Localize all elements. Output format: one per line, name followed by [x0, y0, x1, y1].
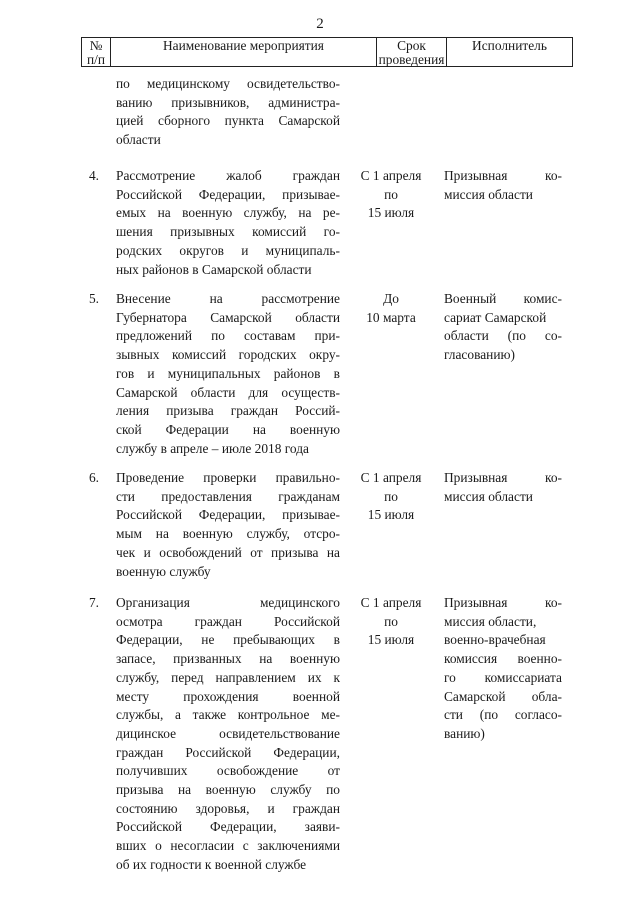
executor-line: области (по со- — [444, 328, 562, 344]
executor-line: миссия области — [444, 488, 533, 504]
text-line: службу в апреле – июле 2018 года — [116, 440, 309, 456]
row-name — [116, 290, 340, 458]
executor-line: гласованию) — [444, 347, 515, 363]
executor-line: комиссия военно- — [444, 651, 562, 667]
executor-line: миссия области — [444, 186, 533, 202]
executor-line: сти (по согласо- — [444, 707, 562, 723]
term-line: С 1 апреля — [360, 168, 422, 183]
page-number: 2 — [316, 16, 324, 32]
text-line: дицинское освидетельствование — [116, 725, 340, 741]
term-line: 15 июля — [367, 632, 415, 648]
executor-line: Призывная ко- — [444, 595, 562, 610]
header-executor: Исполнитель — [472, 38, 547, 53]
text-line: Российской Федерации, призывае- — [116, 507, 340, 523]
text-line: службу, перед направлением их к — [116, 669, 340, 685]
text-line: ской Федерации на военную — [116, 421, 340, 437]
text-line: призыва на военную службу по — [116, 782, 340, 798]
header-term-cell — [377, 38, 447, 66]
text-line: гов и муниципальных районов в — [116, 365, 340, 381]
term-line: 15 июля — [367, 507, 415, 523]
text-line: вших о несогласии с заключениями — [116, 838, 340, 854]
term-line: по — [384, 186, 398, 202]
executor-line: военно-врачебная — [444, 632, 546, 648]
header-term-line2: проведения — [378, 52, 445, 67]
row-number: 7. — [88, 595, 99, 610]
text-line: месту прохождения военной — [116, 688, 340, 704]
text-line: емых на военную службу, на ре- — [116, 205, 340, 221]
row-executor — [444, 167, 562, 204]
row-number: 6. — [88, 470, 99, 485]
text-line: по медицинскому освидетельство- — [116, 76, 340, 91]
text-line: зывных комиссий городских окру- — [116, 347, 340, 363]
term-line: по — [384, 613, 398, 629]
text-line: ных районов в Самарской области — [116, 261, 312, 277]
table-header — [81, 37, 573, 67]
text-line: родских округов и муниципаль- — [116, 242, 340, 258]
executor-line: го комиссариата — [444, 669, 562, 685]
text-line: состоянию здоровья, и граждан — [116, 800, 340, 816]
header-name-cell — [111, 38, 377, 66]
text-line: граждан Российской Федерации, — [116, 744, 340, 760]
text-line: Российской Федерации, заяви- — [116, 819, 340, 835]
term-line: 10 марта — [366, 309, 416, 325]
executor-line: сариат Самарской — [444, 309, 547, 325]
row-executor — [444, 469, 562, 506]
term-line: До — [383, 291, 399, 306]
row-name — [116, 594, 340, 875]
continuation-text — [116, 75, 340, 150]
row-executor — [444, 290, 562, 365]
text-line: Российской Федерации, призывае- — [116, 186, 340, 202]
term-line: С 1 апреля — [360, 595, 422, 610]
header-term-line1: Срок — [397, 38, 426, 53]
text-line: чек и освобождений от призыва на — [116, 544, 340, 560]
executor-line: Военный комис- — [444, 291, 562, 306]
row-name — [116, 469, 340, 581]
text-line: службы, а также контрольное ме- — [116, 707, 340, 723]
term-line: 15 июля — [367, 205, 415, 221]
text-line: мым на военную службу, отсро- — [116, 526, 340, 542]
text-line: военную службу — [116, 563, 211, 579]
text-line: области — [116, 132, 161, 148]
term-line: С 1 апреля — [360, 470, 422, 485]
executor-line: Призывная ко- — [444, 168, 562, 183]
text-line: Рассмотрение жалоб граждан — [116, 168, 340, 183]
row-name — [116, 167, 340, 279]
text-line: Проведение проверки правильно- — [116, 470, 340, 485]
text-line: шения призывных комиссий го- — [116, 224, 340, 240]
text-line: получивших освобождение от — [116, 763, 340, 779]
row-term — [350, 167, 432, 223]
row-number: 4. — [88, 168, 99, 183]
row-term — [350, 290, 432, 327]
row-term — [350, 594, 432, 650]
text-line: предложений по составам при- — [116, 328, 340, 344]
row-executor — [444, 594, 562, 744]
executor-line: ванию) — [444, 725, 485, 741]
text-line: Внесение на рассмотрение — [116, 291, 340, 306]
header-num-line2: п/п — [86, 52, 106, 67]
text-line: Самарской области для осуществ- — [116, 384, 340, 400]
row-term — [350, 469, 432, 525]
header-name: Наименование мероприятия — [163, 38, 324, 53]
text-line: осмотра граждан Российской — [116, 613, 340, 629]
text-line: ванию призывников, администра- — [116, 94, 340, 110]
text-line: Организация медицинского — [116, 595, 340, 610]
row-number: 5. — [88, 291, 99, 306]
executor-line: миссия области, — [444, 613, 537, 629]
executor-line: Самарской обла- — [444, 688, 562, 704]
text-line: об их годности к военной службе — [116, 856, 307, 872]
term-line: по — [384, 488, 398, 504]
text-line: ления призыва граждан Россий- — [116, 403, 340, 419]
text-line: сти предоставления гражданам — [116, 488, 340, 504]
executor-line: Призывная ко- — [444, 470, 562, 485]
text-line: Губернатора Самарской области — [116, 309, 340, 325]
header-executor-cell — [447, 38, 572, 66]
header-num-line1: № — [89, 38, 103, 53]
text-line: запасе, призванных на военную — [116, 651, 340, 667]
text-line: цией сборного пункта Самарской — [116, 113, 340, 129]
header-num-cell — [82, 38, 111, 66]
text-line: Федерации, не пребывающих в — [116, 632, 340, 648]
